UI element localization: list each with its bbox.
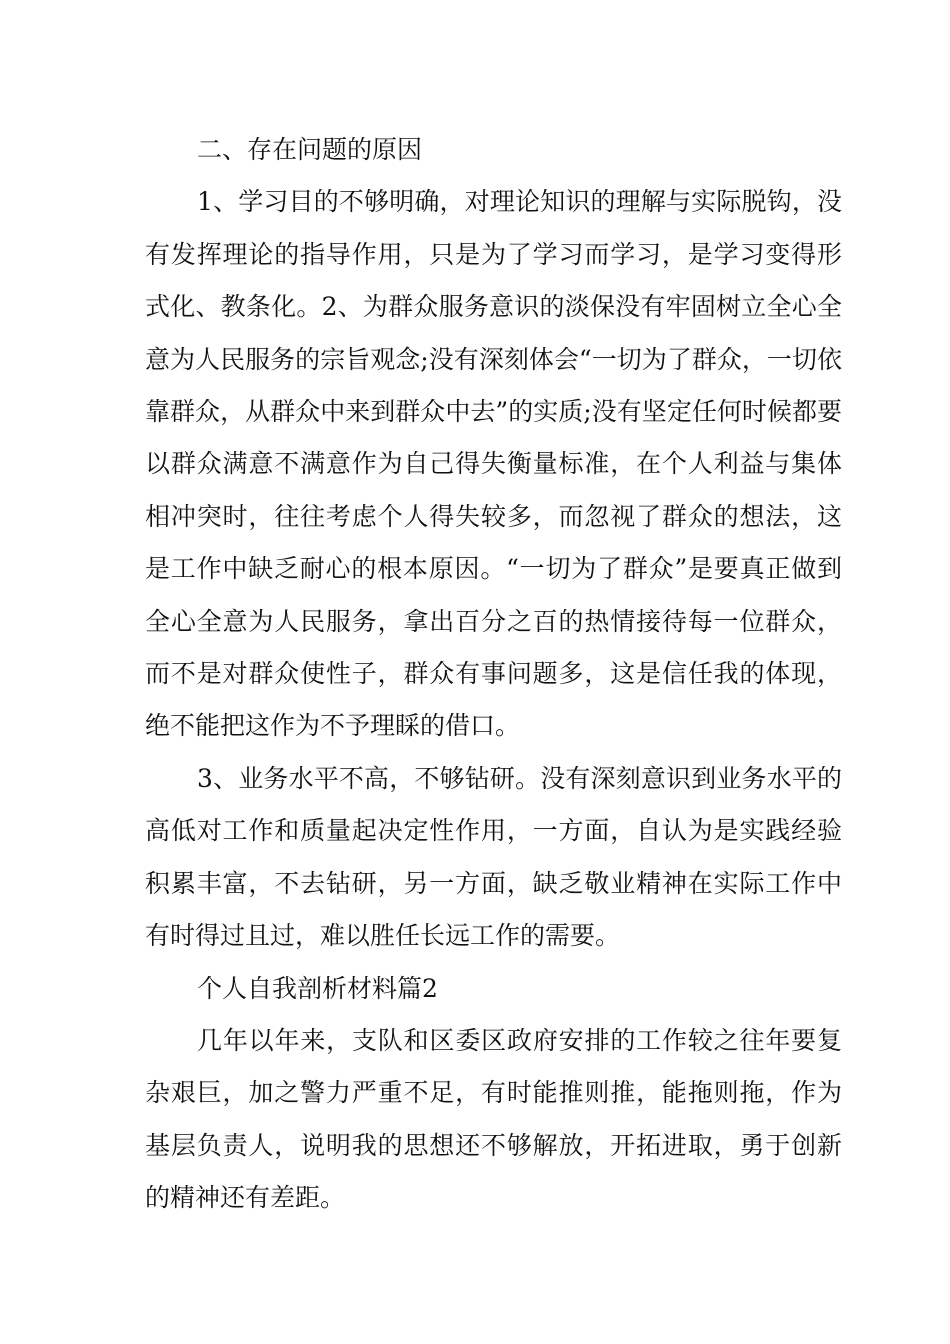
body-paragraph: 几年以年来，支队和区委区政府安排的工作较之往年要复杂艰巨，加之警力严重不足，有时能推则推，能拖则拖，作为基层负责人，说明我的思想还不够解放，开拓进取，勇于创新的精神还有差距。 [145, 1025, 842, 1213]
body-paragraph: 1、学习目的不够明确，对理论知识的理解与实际脱钩，没有发挥理论的指导作用，只是为了学习而学习，是学习变得形式化、教条化。2、为群众服务意识的淡保没有牢固树立全心全意为人民服务的宗旨观念;没有深刻体会“一切为了群众，一切依靠群众，从群众中来到群众中去”的实质;没有坚定任何时候都要以群众满意不满意作为自己得失衡量标准，在个人利益与集体相冲突时，往往考虑个人得失较多，而忽视了群众的想法，这是工作中缺乏耐心的根本原因。“一切为了群众”是要真正做到全心全意为人民服务，拿出百分之百的热情接待每一位群众，而不是对群众使性子，群众有事问题多，这是信任我的体现，绝不能把这作为不予理睬的借口。 [145, 187, 842, 741]
section-heading: 二、存在问题的原因 [197, 135, 423, 164]
body-paragraph: 3、业务水平不高，不够钻研。没有深刻意识到业务水平的高低对工作和质量起决定性作用，一方面，自认为是实践经验积累丰富，不去钻研，另一方面，缺乏敬业精神在实际工作中有时得过且过，难以胜任长远工作的需要。 [145, 763, 842, 951]
article-title: 个人自我剖析材料篇2 [197, 973, 438, 1003]
